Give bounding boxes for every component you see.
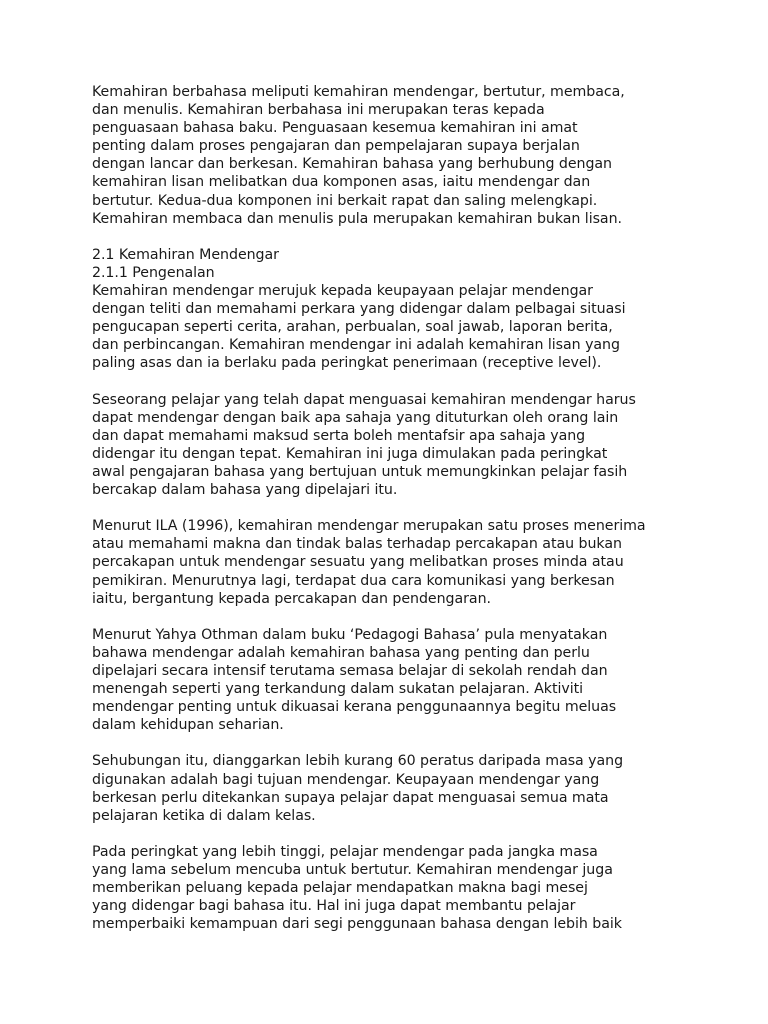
text-line: dan dapat memahami maksud serta boleh mentafsir apa sahaja yang — [92, 427, 586, 444]
paragraph-5 — [92, 626, 682, 735]
text-line: bahawa mendengar adalah kemahiran bahasa yang penting dan perlu — [92, 644, 590, 661]
text-line: kemahiran lisan melibatkan dua komponen asas, iaitu mendengar dan — [92, 174, 591, 191]
text-line: penting dalam proses pengajaran dan pempelajaran supaya berjalan — [92, 138, 580, 155]
paragraph-gap — [92, 734, 682, 752]
paragraph-7 — [92, 843, 682, 933]
text-line: Menurut ILA (1996), kemahiran mendengar merupakan satu proses menerima — [92, 518, 646, 535]
text-line: berkesan perlu ditekankan supaya pelajar dapat menguasai semua mata — [92, 789, 609, 806]
paragraph-intro — [92, 83, 682, 228]
text-line: awal pengajaran bahasa yang bertujuan untuk memungkinkan pelajar fasih — [92, 463, 628, 480]
text-line: pengucapan seperti cerita, arahan, perbualan, soal jawab, laporan berita, — [92, 319, 613, 336]
text-line: dan perbincangan. Kemahiran mendengar ini adalah kemahiran lisan yang — [92, 337, 620, 354]
text-line: Sehubungan itu, dianggarkan lebih kurang 60 peratus daripada masa yang — [92, 753, 624, 770]
paragraph-gap — [92, 825, 682, 843]
text-line: pemikiran. Menurutnya lagi, terdapat dua cara komunikasi yang berkesan — [92, 572, 615, 589]
text-line: Seseorang pelajar yang telah dapat menguasai kemahiran mendengar harus — [92, 391, 636, 408]
text-line: memperbaiki kemampuan dari segi penggunaan bahasa dengan lebih baik — [92, 916, 622, 933]
text-line: pelajaran ketika di dalam kelas. — [92, 807, 316, 824]
paragraph-gap — [92, 499, 682, 517]
text-line: atau memahami makna dan tindak balas terhadap percakapan atau bukan — [92, 536, 622, 553]
text-line: yang lama sebelum mencuba untuk bertutur. Kemahiran mendengar juga — [92, 862, 613, 879]
text-line: Menurut Yahya Othman dalam buku ‘Pedagogi Bahasa’ pula menyatakan — [92, 626, 608, 643]
paragraph-gap — [92, 373, 682, 391]
paragraph-3 — [92, 391, 682, 500]
paragraph-gap — [92, 228, 682, 246]
text-line: percakapan untuk mendengar sesuatu yang melibatkan proses minda atau — [92, 554, 624, 571]
text-line: Kemahiran berbahasa meliputi kemahiran mendengar, bertutur, membaca, — [92, 84, 625, 100]
text-line: bertutur. Kedua-dua komponen ini berkait rapat dan saling melengkapi. — [92, 192, 598, 209]
paragraph-6 — [92, 752, 682, 824]
text-line: menengah seperti yang terkandung dalam sukatan pelajaran. Aktiviti — [92, 681, 584, 698]
subsection-heading: 2.1.1 Pengenalan — [92, 264, 215, 281]
text-line: memberikan peluang kepada pelajar mendapatkan makna bagi mesej — [92, 880, 588, 897]
text-line: dengan teliti dan memahami perkara yang didengar dalam pelbagai situasi — [92, 301, 626, 318]
text-line: dan menulis. Kemahiran berbahasa ini merupakan teras kepada — [92, 102, 545, 119]
text-line: bercakap dalam bahasa yang dipelajari itu. — [92, 482, 398, 499]
document-page — [92, 83, 682, 933]
paragraph-gap — [92, 608, 682, 626]
text-line: Pada peringkat yang lebih tinggi, pelajar mendengar pada jangka masa — [92, 843, 598, 860]
text-line: dalam kehidupan seharian. — [92, 717, 284, 734]
section-heading: 2.1 Kemahiran Mendengar — [92, 246, 279, 263]
text-line: mendengar penting untuk dikuasai kerana penggunaannya begitu meluas — [92, 699, 617, 716]
text-line: iaitu, bergantung kepada percakapan dan pendengaran. — [92, 590, 491, 607]
text-line: dipelajari secara intensif terutama semasa belajar di sekolah rendah dan — [92, 663, 608, 679]
text-line: dengan lancar dan berkesan. Kemahiran bahasa yang berhubung dengan — [92, 156, 613, 173]
text-line: digunakan adalah bagi tujuan mendengar. Keupayaan mendengar yang — [92, 771, 600, 788]
text-line: paling asas dan ia berlaku pada peringkat penerimaan (receptive level). — [92, 355, 602, 372]
text-line: dapat mendengar dengan baik apa sahaja yang dituturkan oleh orang lain — [92, 409, 619, 426]
section-2-1 — [92, 246, 682, 373]
paragraph-4 — [92, 517, 682, 607]
text-line: yang didengar bagi bahasa itu. Hal ini juga dapat membantu pelajar — [92, 898, 576, 915]
text-line: Kemahiran membaca dan menulis pula merupakan kemahiran bukan lisan. — [92, 210, 622, 227]
text-line: Kemahiran mendengar merujuk kepada keupayaan pelajar mendengar — [92, 283, 593, 300]
text-line: didengar itu dengan tepat. Kemahiran ini juga dimulakan pada peringkat — [92, 445, 608, 462]
text-line: penguasaan bahasa baku. Penguasaan kesemua kemahiran ini amat — [92, 120, 578, 137]
